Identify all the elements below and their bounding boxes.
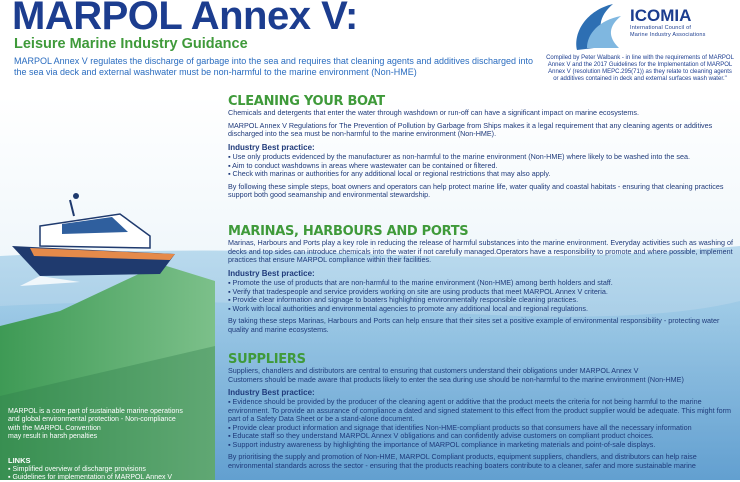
list-item: ▪ Provide clear information and signage to boaters highlighting environmentally responsible cleaning practices.	[228, 296, 734, 305]
intro-text: MARPOL Annex V regulates the discharge of garbage into the sea and requires that cleaning agents and additives discharged into the sea via deck and external washwater must be non-harmful to the marine environment (Non-HME)	[14, 56, 534, 77]
note-line: may result in harsh penalties	[8, 432, 98, 440]
list-item: ▪ Work with local authorities and environmental agencies to promote any additional local and regional regulations.	[228, 305, 734, 314]
paragraph: By taking these steps Marinas, Harbours and Ports can help ensure that their sites set a positive example of environmental responsibility - protecting water quality and marine ecosystems.	[228, 316, 720, 334]
paragraph: By following these simple steps, boat owners and operators can help protect marine life, water quality and coastal habitats - ensuring that cleaning practices support both good seamanship and environmental stewardship.	[228, 181, 724, 200]
paragraph: Customers should be made aware that products likely to enter the sea during use should be non-harmful to the marine environment (Non-HME)	[228, 374, 684, 384]
list-item: ▪ Promote the use of products that are non-harmful to the marine environment (Non-HME) among berth holders and staff.	[228, 279, 734, 288]
links-heading: LINKS	[8, 456, 31, 465]
compiled-note: Compiled by Peter Walbank - in line with the requirements of MARPOL Annex V and the 2017 Guidelines for the Implementation of MARPOL Annex V (resolution MEPC.295(71)) as they relate to cleaning agents or additives contained in deck and external surfaces wash water."	[546, 55, 734, 82]
note-line: and global environmental protection - Non-compliance	[8, 416, 176, 424]
list-item: ▪ Educate staff so they understand MARPOL Annex V obligations and can confidently advise customers on compliant product choices.	[228, 432, 734, 441]
list-item: ▪ Verify that tradespeople and service providers working on site are using products that meet MARPOL Annex V criteria.	[228, 288, 734, 297]
list-item: ▪ Aim to conduct washdowns in areas where wastewater can be contained or filtered.	[228, 162, 734, 171]
best-practice-label: Industry Best practice:	[228, 388, 315, 398]
best-practice-list	[228, 398, 734, 449]
paragraph: MARPOL Annex V Regulations for The Prevention of Pollution by Garbage from Ships makes it a legal requirement that any cleaning agents or additives discharged into the sea must be non-harmful to the marine environment (Non-HME).	[228, 120, 713, 139]
list-item: ▪ Evidence should be provided by the producer of the cleaning agent or additive that the product meets the criteria for not being harmful to the marine environment. To provide an assurance of compliance a dated and signed statement to this effect from the product supplier would be adequate. This might form part of a Safety Data Sheet or be a stand-alone document.	[228, 398, 734, 424]
logo-subtitle-line1: International Council of	[630, 25, 692, 31]
paragraph: Suppliers, chandlers and distributors are central to ensuring that customers understand their obligations under MARPOL Annex V	[228, 366, 639, 375]
link-annex-v-guidelines[interactable]: ▪ Guidelines for implementation of MARPOL Annex V	[8, 474, 213, 482]
list-item: ▪ Use only products evidenced by the manufacturer as non-harmful to the marine environment (Non-HME) where likely to be washed into the sea.	[228, 153, 734, 162]
list-item: ▪ Support industry awareness by highlighting the importance of MARPOL compliance in marketing materials and point-of-sale displays.	[228, 441, 734, 450]
paragraph: By prioritising the supply and promotion of Non-HME, MARPOL Compliant products, equipment suppliers, chandlers, and distributors can help raise environmental standards across the sector - ensuring that the products reaching boaters contribute to a cleaner, safer and more sustainable marine	[228, 452, 697, 471]
list-item: ▪ Provide clear product information and signage that identifies Non-HME-compliant products so that consumers have all the necessary information	[228, 424, 734, 433]
section-marinas	[228, 224, 734, 339]
note-line: with the MARPOL Convention	[8, 424, 101, 432]
link-discharge-overview[interactable]: ▪ Simplified overview of discharge provisions	[8, 466, 213, 474]
note-line: MARPOL is a core part of sustainable marine operations	[8, 408, 183, 415]
best-practice-list	[228, 153, 734, 179]
marpol-note	[8, 408, 208, 441]
best-practice-label: Industry Best practice:	[228, 269, 315, 279]
section-suppliers	[228, 352, 734, 475]
section-heading: CLEANING YOUR BOAT	[228, 94, 385, 109]
section-cleaning	[228, 94, 734, 204]
logo-name: ICOMIA	[630, 6, 692, 25]
logo-subtitle-line2: Marine Industry Associations	[630, 32, 706, 38]
paragraph: Chemicals and detergents that enter the water through washdown or run-off can have a significant impact on marine ecosystems.	[228, 108, 639, 117]
page-subtitle: Leisure Marine Industry Guidance	[14, 36, 248, 52]
page-title: MARPOL Annex V:	[12, 0, 358, 38]
list-item: ▪ Check with marinas or authorities for any additional local or regional restrictions that may also apply.	[228, 170, 734, 179]
section-heading: MARINAS, HARBOURS AND PORTS	[228, 224, 469, 239]
paragraph: Marinas, Harbours and Ports play a key role in reducing the release of harmful substances into the marine environment. Everyday activities such as washing of decks and top sides can introduce chemicals into the water if not carefully managed.Operators have a responsibility to promote and where possible, implement practices that ensure MARPOL compliance within their facilities.	[228, 238, 733, 265]
wave-emblem-icon	[576, 4, 621, 50]
best-practice-list	[228, 279, 734, 313]
best-practice-label: Industry Best practice:	[228, 143, 315, 153]
section-heading: SUPPLIERS	[228, 352, 306, 367]
